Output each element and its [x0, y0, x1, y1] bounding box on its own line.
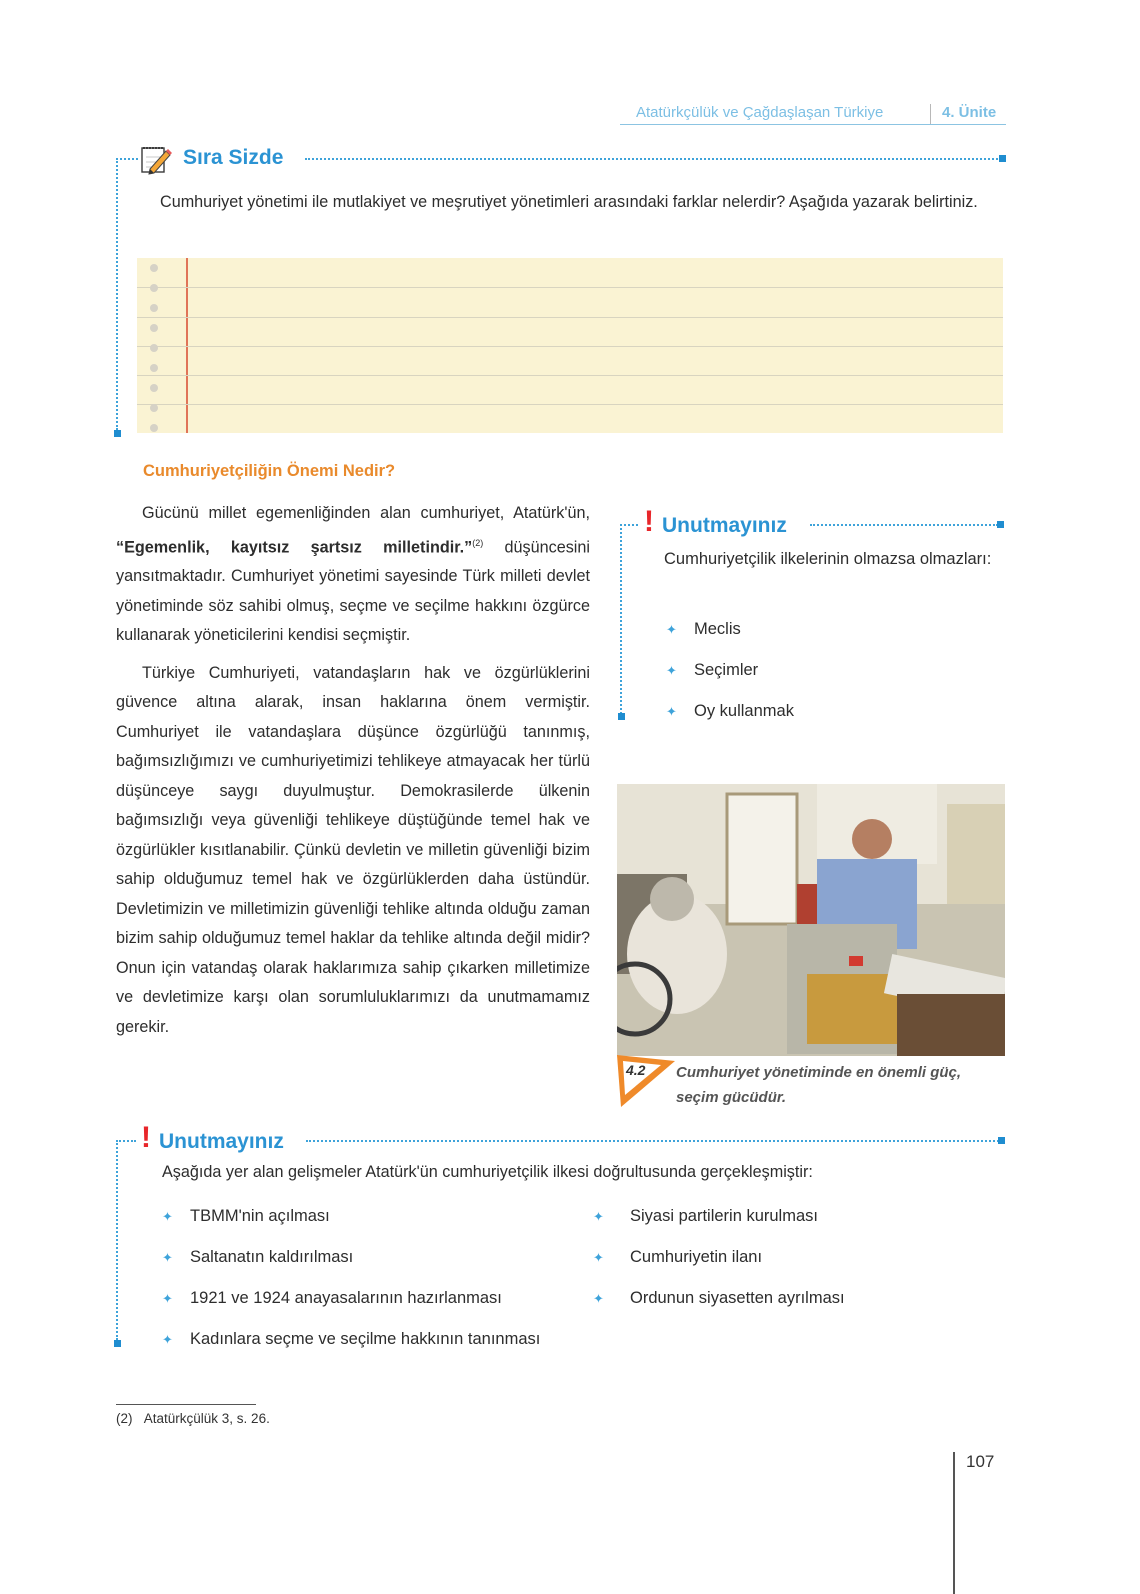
- list-item-text: TBMM'nin açılması: [190, 1207, 330, 1225]
- footnote-text: Atatürkçülük 3, s. 26.: [143, 1411, 270, 1426]
- bullet-icon: ✦: [593, 1291, 604, 1306]
- bullet-icon: ✦: [162, 1332, 173, 1347]
- list-item-text: Ordunun siyasetten ayrılması: [630, 1289, 845, 1307]
- list-item: [666, 691, 794, 732]
- binder-hole: [150, 384, 158, 392]
- list-item-text: Saltanatın kaldırılması: [190, 1248, 354, 1266]
- unit-label: 4. Ünite: [942, 104, 997, 121]
- binder-hole: [150, 264, 158, 272]
- answer-line: [137, 404, 1003, 405]
- bottom-note-list-right: [593, 1196, 845, 1319]
- bullet-icon: ✦: [162, 1209, 173, 1224]
- list-item-text: 1921 ve 1924 anayasalarının hazırlanması: [190, 1289, 502, 1307]
- answer-line: [137, 287, 1003, 288]
- list-item: [162, 1278, 540, 1319]
- binder-hole: [150, 364, 158, 372]
- frame-dots: [810, 524, 998, 526]
- list-item: [162, 1237, 540, 1278]
- answer-line: [137, 346, 1003, 347]
- bullet-icon: ✦: [593, 1209, 604, 1224]
- side-note-intro-text: Cumhuriyetçilik ilkelerinin olmazsa olmazları:: [664, 550, 992, 568]
- main-text-column: [116, 499, 590, 1042]
- pencil-notepad-icon: [140, 143, 172, 175]
- frame-dots: [305, 158, 1002, 160]
- list-item: [666, 609, 794, 650]
- frame-dots: [116, 158, 118, 430]
- frame-dots: [116, 1140, 136, 1142]
- bullet-icon: ✦: [666, 704, 677, 719]
- voting-photo: [617, 784, 1005, 1056]
- bullet-icon: ✦: [162, 1250, 173, 1265]
- frame-end-marker: [999, 155, 1006, 162]
- frame-end-marker: [114, 430, 121, 437]
- bullet-icon: ✦: [666, 622, 677, 637]
- frame-end-marker: [114, 1340, 121, 1347]
- list-item-text: Siyasi partilerin kurulması: [630, 1207, 818, 1225]
- list-item-text: Kadınlara seçme ve seçilme hakkının tanınması: [190, 1330, 541, 1348]
- list-item-text: Meclis: [694, 620, 741, 638]
- side-note-title: Unutmayınız: [662, 514, 787, 537]
- frame-dots: [116, 1140, 118, 1340]
- footnote: [116, 1411, 270, 1426]
- paragraph-1: [116, 499, 590, 651]
- bullet-icon: ✦: [593, 1250, 604, 1265]
- list-item: [593, 1196, 845, 1237]
- photo-illustration: [617, 784, 1005, 1056]
- paragraph-1-lead: Gücünü millet egemenliğinden alan cumhuriyet, Atatürk'ün,: [142, 504, 590, 522]
- binder-hole: [150, 404, 158, 412]
- exclamation-icon: !: [141, 1121, 151, 1154]
- bullet-icon: ✦: [162, 1291, 173, 1306]
- binder-hole: [150, 424, 158, 432]
- frame-dots: [620, 524, 622, 714]
- header-rule: [620, 124, 1006, 125]
- footnote-ref[interactable]: (2): [472, 537, 484, 548]
- question-text: Cumhuriyet yönetimi ile mutlakiyet ve meşrutiyet yönetimleri arasındaki farklar nelerdir? Aşağıda yazarak belirtiniz.: [160, 193, 978, 211]
- exclamation-icon: !: [644, 505, 654, 538]
- frame-dots: [306, 1140, 999, 1142]
- paragraph-2: Türkiye Cumhuriyeti, vatandaşların hak ve özgürlüklerini güvence altına alarak, insan haklarına önem vermiştir. Cumhuriyet ile vatandaşlara düşünce özgürlüğü tanınmış, bağımsızlığımızı ve cumhuriyetimizi tehlikeye atmayacak her türlü düşünceye saygı duyulmuştur. Demokrasilerde ülkenin bağımsızlığı veya güvenliği tehlikeye düştüğünde temel hak ve özgürlükler kısıtlanabilir. Çünkü devletin ve milletin güvenliği bizim sahip olduğumuz temel hak ve özgürlüklerden daha üstündür. Devletimizin ve milletimizin güvenliği tehlike altında olduğu zaman bizim sahip olduğumuz temel haklar da tehlike altında değil midir? Onun için vatandaş olarak haklarımıza sahip çıkarken milletimize ve devletimize karşı olan sorumluluklarımızı da unutmamamız gerekir.: [116, 663, 590, 1036]
- side-note-list: [666, 609, 794, 732]
- frame-end-marker: [998, 1137, 1005, 1144]
- sira-sizde-title: Sıra Sizde: [183, 146, 284, 169]
- paragraph-1-rest: düşüncesini yansıtmaktadır. Cumhuriyet yönetimi sayesinde Türk milleti devlet yönetiminde söz sahibi olmuş, seçme ve seçilme hakkını özgürce kullanarak yöneticilerini kendisi seçmiştir.: [116, 537, 590, 645]
- sira-sizde-question: [134, 188, 1006, 218]
- list-item: [162, 1319, 540, 1360]
- footnote-rule: [116, 1404, 256, 1405]
- frame-end-marker: [618, 713, 625, 720]
- page-number-rule: [953, 1452, 955, 1594]
- list-item-text: Seçimler: [694, 661, 759, 679]
- frame-dots: [116, 158, 138, 160]
- frame-end-marker: [997, 521, 1004, 528]
- footnote-marker: (2): [116, 1411, 133, 1426]
- list-item-text: Oy kullanmak: [694, 702, 794, 720]
- chapter-title: Atatürkçülük ve Çağdaşlaşan Türkiye: [636, 104, 884, 121]
- list-item: [593, 1237, 845, 1278]
- figure-number: 4.2: [626, 1062, 646, 1078]
- page-number: 107: [966, 1452, 995, 1471]
- bullet-icon: ✦: [666, 663, 677, 678]
- ataturk-quote: “Egemenlik, kayıtsız şartsız milletindir.”: [116, 537, 473, 556]
- answer-line: [137, 375, 1003, 376]
- bottom-note-list-left: [162, 1196, 540, 1360]
- list-item: [666, 650, 794, 691]
- section-heading: Cumhuriyetçiliğin Önemi Nedir?: [143, 462, 396, 480]
- list-item: [162, 1196, 540, 1237]
- bottom-note-intro: Aşağıda yer alan gelişmeler Atatürk'ün cumhuriyetçilik ilkesi doğrultusunda gerçekleşmiştir:: [162, 1163, 813, 1181]
- bottom-note-title: Unutmayınız: [159, 1130, 284, 1153]
- binder-hole: [150, 344, 158, 352]
- binder-hole: [150, 324, 158, 332]
- answer-line: [137, 317, 1003, 318]
- frame-dots: [620, 524, 638, 526]
- figure-caption: Cumhuriyet yönetiminde en önemli güç, seçim gücüdür.: [676, 1064, 962, 1106]
- answer-notebook[interactable]: [137, 258, 1003, 433]
- side-note-intro: [638, 545, 1006, 575]
- binder-hole: [150, 304, 158, 312]
- header-separator: [930, 104, 931, 124]
- binder-hole: [150, 284, 158, 292]
- list-item-text: Cumhuriyetin ilanı: [630, 1248, 763, 1266]
- list-item: [593, 1278, 845, 1319]
